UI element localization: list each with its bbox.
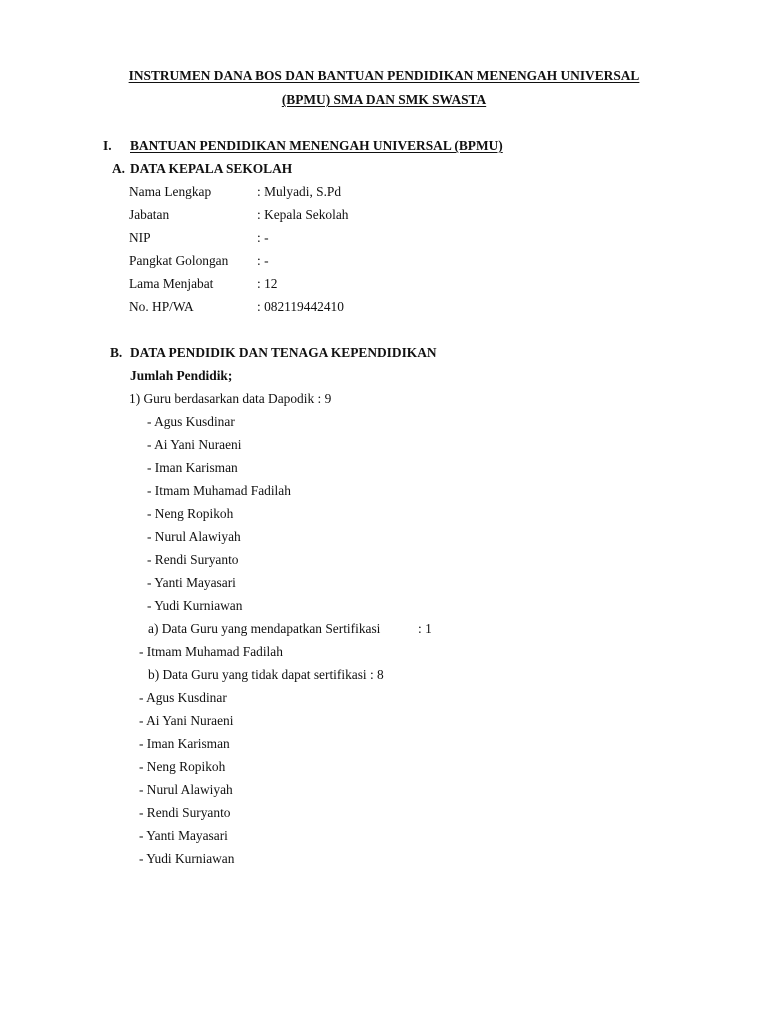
field-value-nama-lengkap: : Mulyadi, S.Pd bbox=[257, 184, 342, 199]
list-item: - Nurul Alawiyah bbox=[147, 529, 241, 544]
list-item: - Yudi Kurniawan bbox=[139, 851, 235, 866]
field-label-pangkat-golongan: Pangkat Golongan bbox=[129, 253, 229, 268]
section-b-subheading: Jumlah Pendidik; bbox=[130, 368, 233, 383]
field-value-jabatan: : Kepala Sekolah bbox=[257, 207, 349, 222]
list-item: - Neng Ropikoh bbox=[147, 506, 234, 521]
field-value-pangkat-golongan: : - bbox=[257, 253, 269, 268]
list-item: - Agus Kusdinar bbox=[139, 690, 227, 705]
field-label-lama-menjabat: Lama Menjabat bbox=[129, 276, 214, 291]
list-item: - Rendi Suryanto bbox=[147, 552, 239, 567]
section-a-letter: A. bbox=[112, 161, 126, 176]
list-item: - Itmam Muhamad Fadilah bbox=[139, 644, 283, 659]
field-label-jabatan: Jabatan bbox=[129, 207, 170, 222]
list-item: - Rendi Suryanto bbox=[139, 805, 231, 820]
list-item: - Iman Karisman bbox=[147, 460, 238, 475]
item-a-certified-label: a) Data Guru yang mendapatkan Sertifikasi bbox=[148, 621, 381, 636]
section-1-number: I. bbox=[103, 138, 112, 153]
field-label-no-hp-wa: No. HP/WA bbox=[129, 299, 194, 314]
section-1-heading: BANTUAN PENDIDIKAN MENENGAH UNIVERSAL (BPMU) bbox=[130, 138, 503, 153]
item-a-certified-value: : 1 bbox=[418, 621, 432, 636]
list-item: - Yanti Mayasari bbox=[147, 575, 236, 590]
field-label-nip: NIP bbox=[129, 230, 151, 245]
field-value-no-hp-wa: : 082119442410 bbox=[257, 299, 344, 314]
list-item: - Neng Ropikoh bbox=[139, 759, 226, 774]
list-item: - Agus Kusdinar bbox=[147, 414, 235, 429]
document-title-line-2: (BPMU) SMA DAN SMK SWASTA bbox=[281, 92, 487, 107]
item-b-not-certified: b) Data Guru yang tidak dapat sertifikasi : 8 bbox=[148, 667, 384, 682]
list-item: - Ai Yani Nuraeni bbox=[147, 437, 242, 452]
list-item: - Iman Karisman bbox=[139, 736, 230, 751]
section-a-heading: DATA KEPALA SEKOLAH bbox=[130, 161, 293, 176]
list-item: - Itmam Muhamad Fadilah bbox=[147, 483, 291, 498]
field-label-nama-lengkap: Nama Lengkap bbox=[129, 184, 212, 199]
list-item: - Nurul Alawiyah bbox=[139, 782, 233, 797]
item-1-guru-dapodik: 1) Guru berdasarkan data Dapodik : 9 bbox=[129, 391, 332, 406]
document-title-line-1: INSTRUMEN DANA BOS DAN BANTUAN PENDIDIKAN MENENGAH UNIVERSAL bbox=[128, 68, 640, 83]
field-value-nip: : - bbox=[257, 230, 269, 245]
list-item: - Ai Yani Nuraeni bbox=[139, 713, 234, 728]
section-b-heading: DATA PENDIDIK DAN TENAGA KEPENDIDIKAN bbox=[130, 345, 437, 360]
list-item: - Yanti Mayasari bbox=[139, 828, 228, 843]
section-b-letter: B. bbox=[110, 345, 123, 360]
list-item: - Yudi Kurniawan bbox=[147, 598, 243, 613]
field-value-lama-menjabat: : 12 bbox=[257, 276, 278, 291]
